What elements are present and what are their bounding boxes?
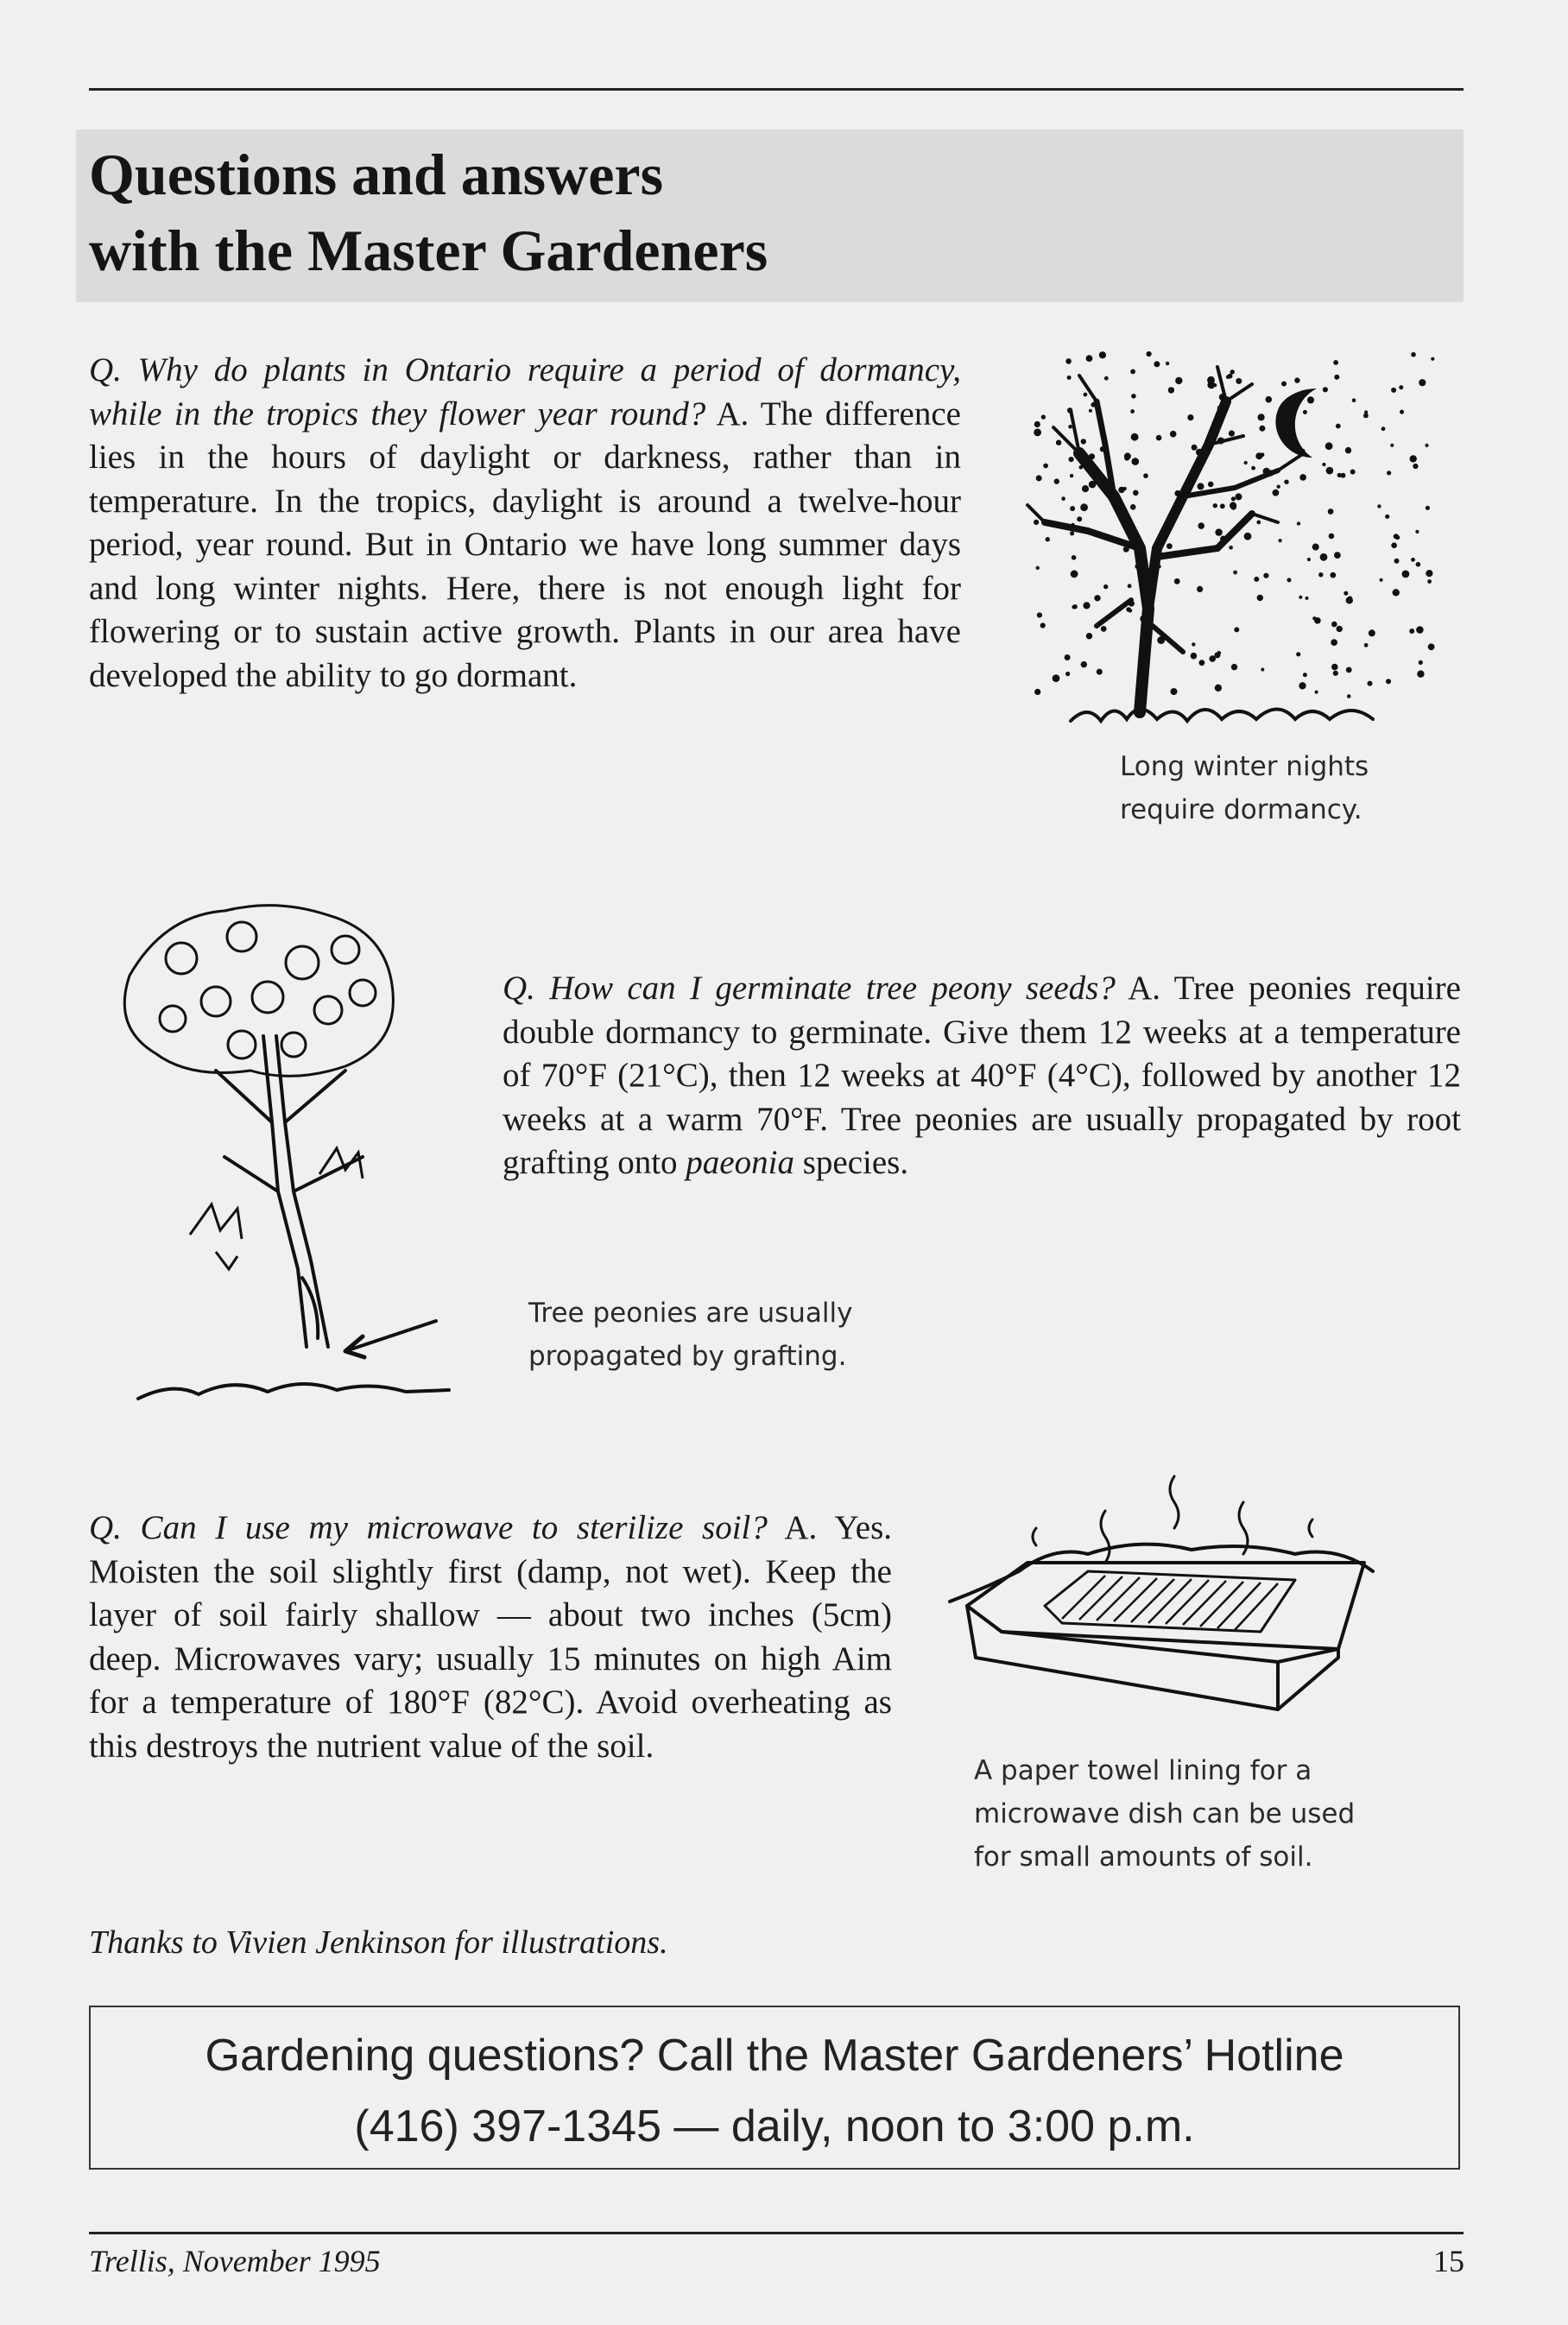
arrow-icon <box>345 1321 436 1351</box>
caption-peony-line-2: propagated by grafting. <box>528 1341 847 1372</box>
caption-winter <box>1120 745 1369 831</box>
footer-publication: Trellis, November 1995 <box>89 2244 381 2278</box>
snow-dots <box>1034 351 1435 698</box>
qa-1-question: Q. Why do plants in Ontario require a period of dormancy, while in the tropics they flower year round? <box>89 351 961 433</box>
qa-1-answer: A. The difference lies in the hours of daylight or darkness, rather than in temperature. In the tropics, daylight is around a twelve-hour period, year round. But in Ontario we have long summer days and long winter nights. Here, there is not enough light for flowering or to sustain active growth. Plants in our area have developed the ability to go dormant. <box>89 395 961 694</box>
hotline-box <box>89 2006 1460 2170</box>
illustration-credit: Thanks to Vivien Jenkinson for illustrations. <box>89 1924 668 1961</box>
page-number: 15 <box>1433 2244 1464 2278</box>
title-line-2: with the Master Gardeners <box>89 218 768 283</box>
qa-2-answer-part-2: species. <box>793 1144 909 1181</box>
top-rule <box>89 88 1464 91</box>
qa-1 <box>89 349 961 698</box>
microwave-dish-illustration <box>933 1459 1381 1735</box>
tree-icon <box>1027 367 1373 721</box>
peony-tree-illustration <box>86 898 458 1416</box>
caption-microwave <box>974 1749 1355 1879</box>
qa-3 <box>89 1507 892 1768</box>
winter-tree-illustration <box>1019 350 1451 738</box>
hotline-line-1: Gardening questions? Call the Master Gardeners’ Hotline <box>205 2031 1344 2081</box>
qa-3-question: Q. Can I use my microwave to sterilize soil? <box>89 1509 768 1546</box>
qa-2-question: Q. How can I germinate tree peony seeds? <box>503 970 1116 1007</box>
qa-2 <box>503 967 1461 1185</box>
peony-trunk-back <box>263 1036 307 1347</box>
caption-microwave-line-1: A paper towel lining for a <box>974 1755 1312 1786</box>
bottom-rule <box>89 2232 1464 2234</box>
caption-microwave-line-3: for small amounts of soil. <box>974 1842 1313 1873</box>
peony-foliage <box>124 906 393 1077</box>
title-line-1: Questions and answers <box>89 142 664 207</box>
caption-microwave-line-2: microwave dish can be used <box>974 1798 1356 1829</box>
caption-winter-line-2: require dormancy. <box>1120 794 1363 825</box>
qa-2-answer-part-1: A. Tree peonies require double dormancy to germinate. Give them 12 weeks at a temperature of 70°F (21°C), then 12 weeks at 40°F (4°C), followed by another 12 weeks at a warm 70°F. Tree peonies are usually propagated by root grafting onto <box>503 970 1461 1181</box>
dish-side <box>967 1606 1338 1709</box>
caption-peony <box>528 1292 853 1378</box>
caption-winter-line-1: Long winter nights <box>1120 751 1369 782</box>
qa-3-answer: A. Yes. Moisten the soil slightly first (damp, not wet). Keep the layer of soil fairly shallow — about two inches (5cm) deep. Microwaves vary; usually 15 minutes on high Aim for a temperature of 180°F (82°C). Avoid overheating as this destroys the nutrient value of the soil. <box>89 1509 892 1765</box>
hotline-line-2: (416) 397-1345 — daily, noon to 3:00 p.m. <box>354 2101 1195 2151</box>
peony-blossoms <box>160 922 376 1058</box>
soil-hatching <box>1062 1576 1278 1630</box>
page-title <box>89 136 1384 288</box>
caption-peony-line-1: Tree peonies are usually <box>528 1298 853 1329</box>
qa-2-answer-italic: paeonia <box>686 1144 794 1181</box>
